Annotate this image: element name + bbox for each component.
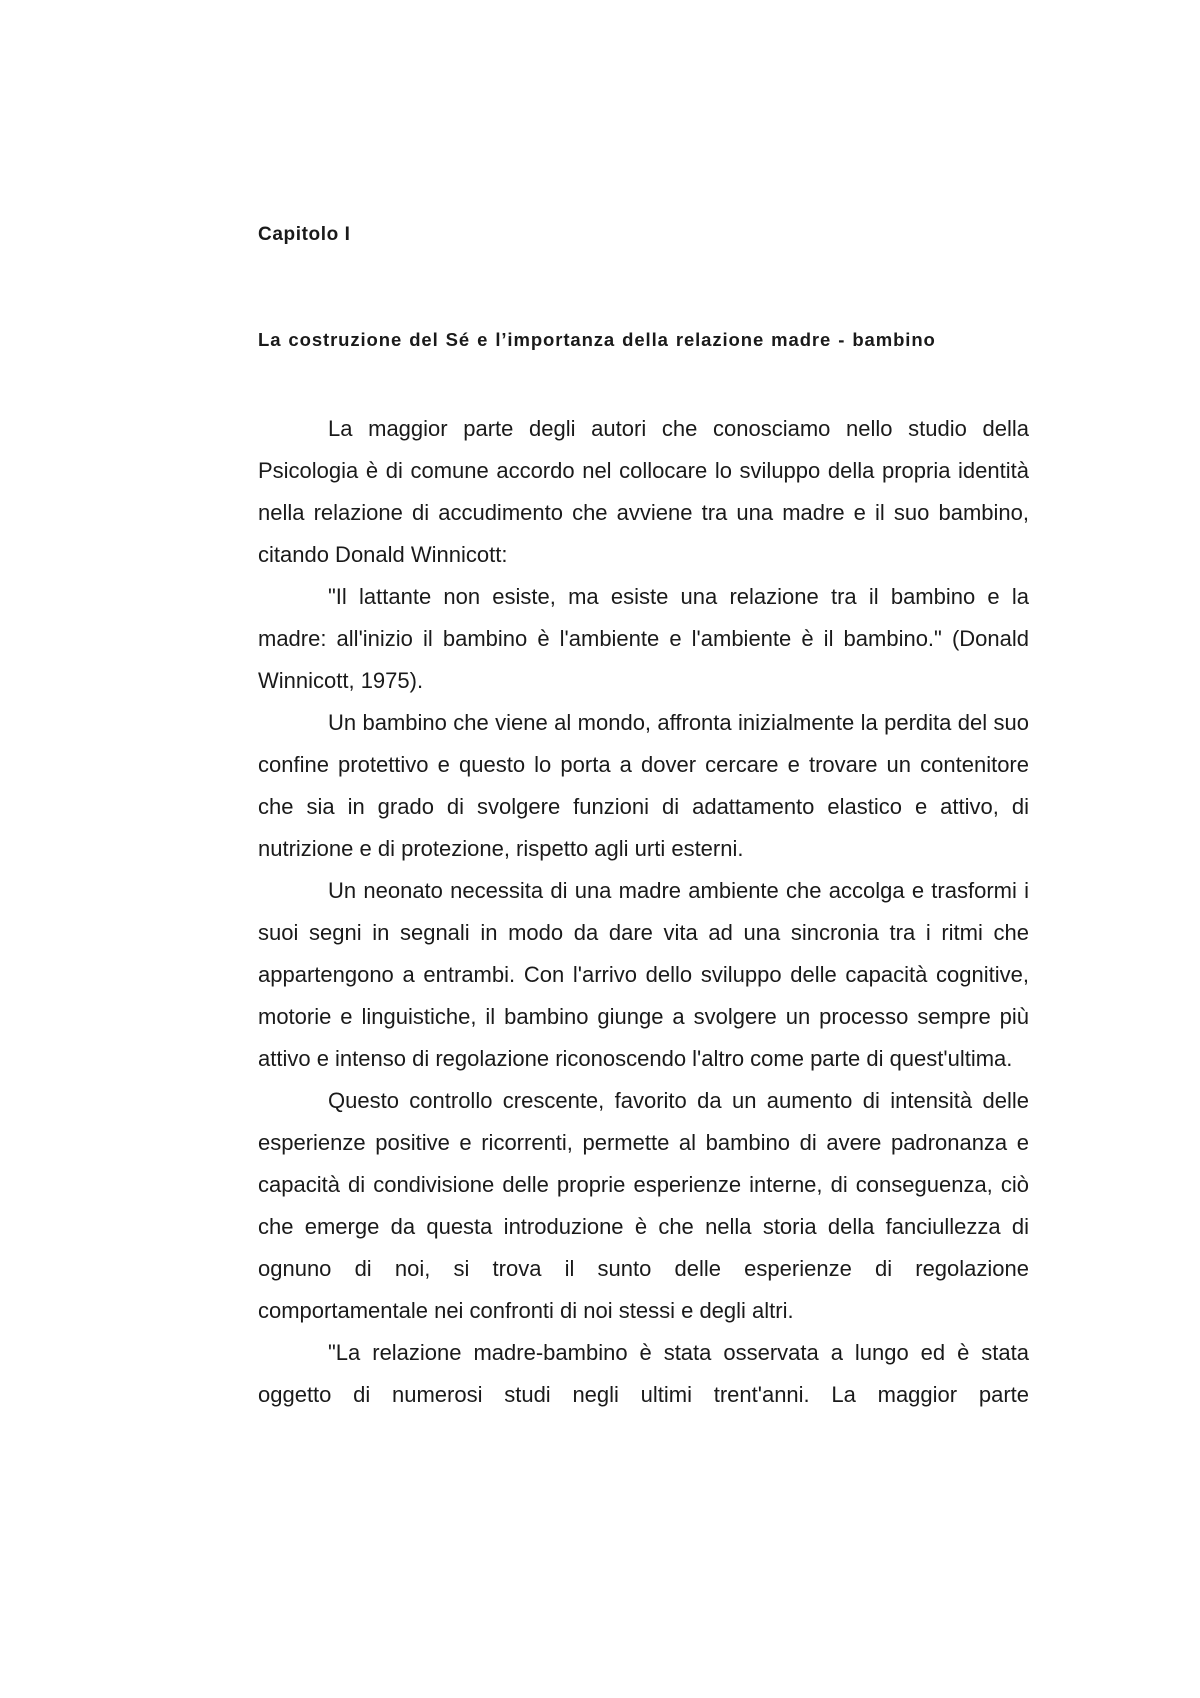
chapter-label: Capitolo I bbox=[258, 224, 351, 245]
section-title: La costruzione del Sé e l’importanza della relazione madre - bambino bbox=[258, 329, 936, 350]
paragraph-3: Un bambino che viene al mondo, affronta inizialmente la perdita del suo confine protettivo e questo lo porta a dover cercare e trovare un contenitore che sia in grado di svolgere funzioni di adattamento elastico e attivo, di nutrizione e di protezione, rispetto agli urti esterni. bbox=[258, 710, 1029, 861]
paragraph-6: "La relazione madre-bambino è stata osservata a lungo ed è stata oggetto di numerosi studi negli ultimi trent'anni. La maggior parte bbox=[258, 1340, 1029, 1407]
body-text bbox=[258, 408, 1029, 1416]
paragraph-4: Un neonato necessita di una madre ambiente che accolga e trasformi i suoi segni in segnali in modo da dare vita ad una sincronia tra i ritmi che appartengono a entrambi. Con l'arrivo dello sviluppo delle capacità cognitive, motorie e linguistiche, il bambino giunge a svolgere un processo sempre più attivo e intenso di regolazione riconoscendo l'altro come parte di quest'ultima. bbox=[258, 878, 1029, 1071]
paragraph-5: Questo controllo crescente, favorito da un aumento di intensità delle esperienze positive e ricorrenti, permette al bambino di avere padronanza e capacità di condivisione delle proprie esperienze interne, di conseguenza, ciò che emerge da questa introduzione è che nella storia della fanciullezza di ognuno di noi, si trova il sunto delle esperienze di regolazione comportamentale nei confronti di noi stessi e degli altri. bbox=[258, 1088, 1029, 1323]
paragraph-1: La maggior parte degli autori che conosciamo nello studio della Psicologia è di comune accordo nel collocare lo sviluppo della propria identità nella relazione di accudimento che avviene tra una madre e il suo bambino, citando Donald Winnicott: bbox=[258, 416, 1029, 567]
paragraph-quote-winnicott: "Il lattante non esiste, ma esiste una relazione tra il bambino e la madre: all'inizio il bambino è l'ambiente e l'ambiente è il bambino." (Donald Winnicott, 1975). bbox=[258, 584, 1029, 693]
